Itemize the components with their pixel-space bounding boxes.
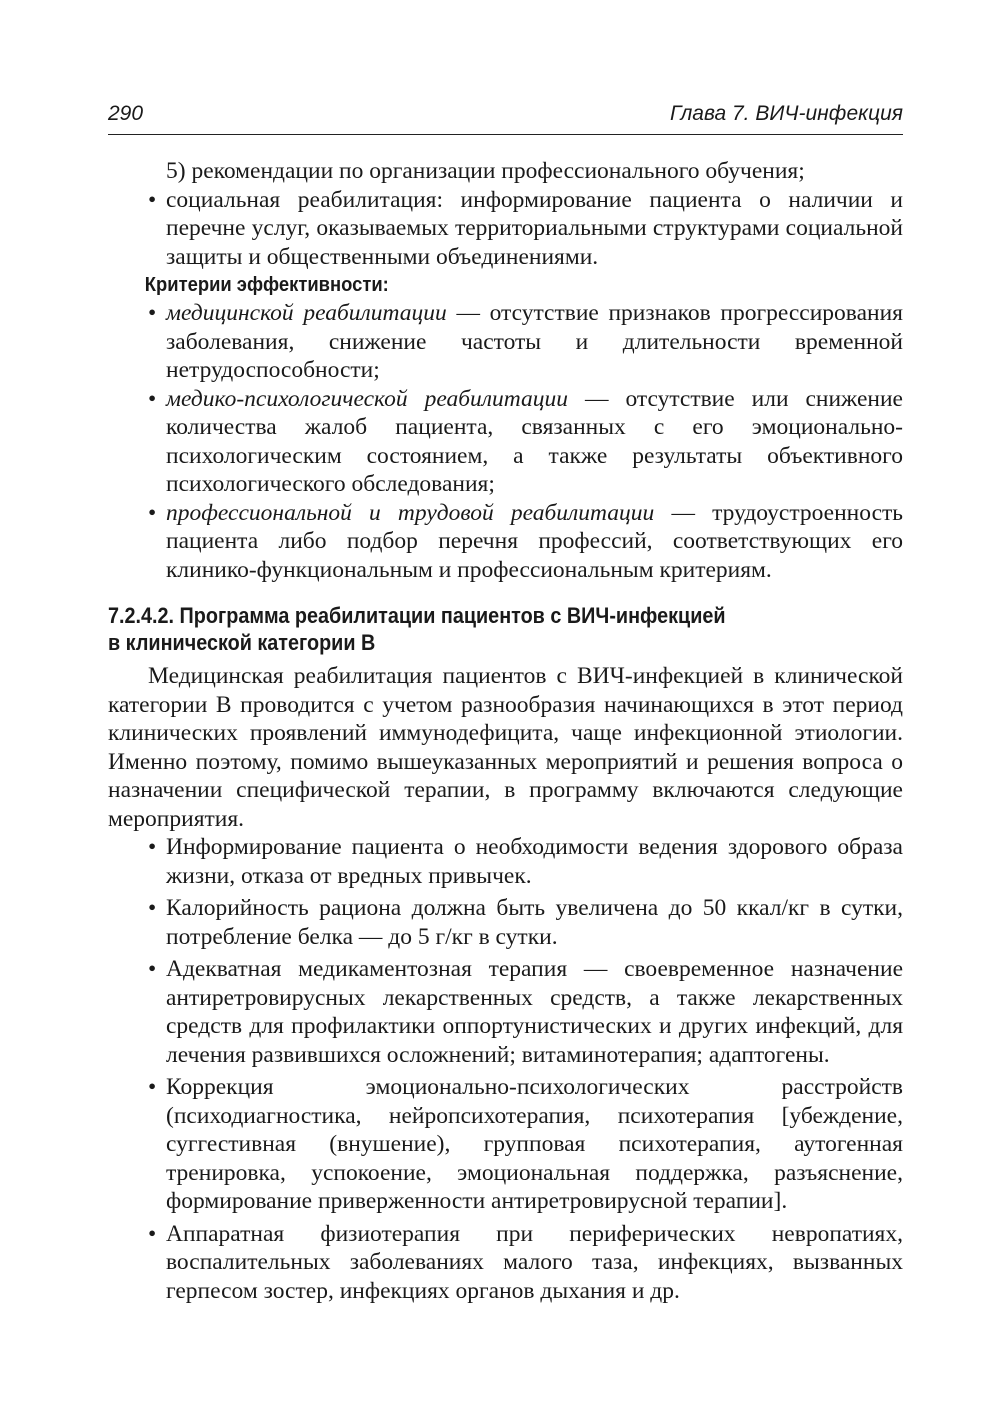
page-number: 290	[108, 102, 144, 125]
list-item-text: — отсутствие признаков прогрессирования заболевания, снижение частоты и длительности временной нетрудоспособности;	[166, 300, 903, 383]
bullet-icon: •	[148, 186, 157, 213]
bullet-icon: •	[148, 385, 157, 412]
chapter-title: Глава 7. ВИЧ-инфекция	[669, 102, 903, 125]
list-item-term: профессиональной и трудовой реабилитации	[166, 499, 655, 526]
section-heading	[108, 602, 900, 656]
list-item-text: Информирование пациента о необходимости ведения здорового образа жизни, отказа от вредных привычек.	[166, 834, 903, 889]
section-heading-line: 7.2.4.2. Программа реабилитации пациентов с ВИЧ-инфекцией	[108, 603, 726, 628]
list-item	[108, 186, 903, 272]
bullet-icon: •	[148, 1220, 157, 1247]
section-heading-line: в клинической категории В	[108, 630, 376, 655]
criteria-heading: Критерии эффективности:	[144, 274, 389, 296]
list-item-text: социальная реабилитация: информирование пациента о наличии и перечне услуг, оказываемых территориальными структурами социальной защиты и общественными объединениями.	[166, 186, 903, 270]
list-item-text: Адекватная медикаментозная терапия — своевременное назначение антиретровирусных лекарственных средств, а также лекарственных средств для профилактики оппортунистических и других инфекций, для лечения развившихся осложнений; витаминотерапия; адаптогены.	[166, 956, 903, 1068]
list-item	[108, 299, 903, 385]
bullet-icon: •	[148, 300, 157, 326]
list-item-text: — трудоустроенность пациента либо подбор перечня профессий, соответствующих его клинико-функциональным и профессиональным критериям.	[166, 499, 904, 583]
running-header	[108, 100, 903, 135]
list-item	[108, 385, 903, 499]
bullet-icon: •	[148, 499, 157, 526]
list-item-text: Калорийность рациона должна быть увеличена до 50 ккал/кг в сутки, потребление белка — до 5 г/кг в сутки.	[166, 895, 903, 950]
list-item-text: Коррекция эмоционально-психологических расстройств (психодиагностика, нейропсихотерапия, психотерапия [убеждение, суггестивная (внушение), групповая психотерапия, аутогенная тренировка, успокоение, эмоциональная поддержка, разъяснение, формирование приверженности антиретровирусной терапии].	[166, 1074, 903, 1214]
list-item: 5) рекомендации по организации профессионального обучения;	[166, 158, 805, 184]
bullet-icon: •	[148, 895, 157, 921]
page-body	[108, 157, 903, 1309]
bullet-icon: •	[148, 834, 157, 860]
bullet-icon: •	[148, 956, 157, 982]
list-item	[108, 1073, 903, 1216]
list-item	[108, 499, 903, 585]
list-item	[108, 1220, 903, 1306]
list-item	[108, 894, 903, 951]
list-item-text: — отсутствие или снижение количества жалоб пациента, связанных с его эмоционально-психологическим состоянием, а также результаты объективного психологического обследования;	[166, 385, 903, 497]
bullet-icon: •	[148, 1074, 157, 1100]
list-item-term: медико-психологической реабилитации	[166, 385, 569, 412]
list-item-text: Аппаратная физиотерапия при периферических невропатиях, воспалительных заболеваниях малого таза, инфекциях, вызванных герпесом зостер, инфекциях органов дыхания и др.	[166, 1220, 903, 1304]
list-item	[108, 955, 903, 1069]
list-item	[108, 833, 903, 890]
body-paragraph: Медицинская реабилитация пациентов с ВИЧ-инфекцией в клинической категории В проводится с учетом разнообразия начинающихся в этот период клинических проявлений иммунодефицита, чаще инфекционной этиологии. Именно поэтому, помимо вышеуказанных мероприятий и решения вопроса о назначении специфической терапии, в программу включаются следующие мероприятия.	[108, 663, 903, 832]
list-item-term: медицинской реабилитации	[166, 300, 447, 326]
